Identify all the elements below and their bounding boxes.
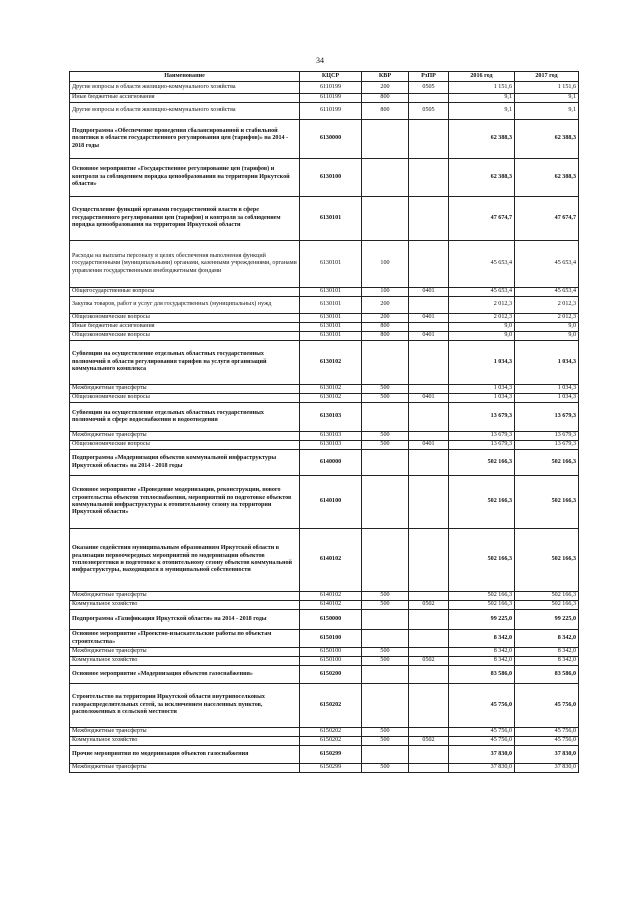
row-kcsr: 6150100 (300, 648, 362, 657)
row-name: Общеэкономические вопросы (70, 332, 300, 341)
row-kcsr: 6150202 (300, 737, 362, 746)
row-amount-2017: 13 679,3 (515, 441, 579, 450)
row-kcsr: 6130103 (300, 403, 362, 432)
row-kvr (362, 684, 409, 728)
row-kcsr: 6130101 (300, 197, 362, 241)
row-kvr (362, 666, 409, 684)
row-rzpr (409, 450, 449, 476)
row-amount-2016: 47 674,7 (449, 197, 515, 241)
row-kvr: 800 (362, 94, 409, 103)
row-amount-2017: 502 166,3 (515, 592, 579, 601)
row-amount-2016: 502 166,3 (449, 476, 515, 529)
row-name: Иные бюджетные ассигнования (70, 323, 300, 332)
row-name: Общеэкономические вопросы (70, 394, 300, 403)
row-amount-2017: 9,1 (515, 94, 579, 103)
row-amount-2016: 37 830,0 (449, 746, 515, 764)
row-rzpr (409, 764, 449, 773)
row-kvr: 200 (362, 82, 409, 94)
row-kvr: 500 (362, 764, 409, 773)
row-rzpr (409, 297, 449, 314)
row-amount-2016: 9,1 (449, 94, 515, 103)
row-amount-2016: 13 679,3 (449, 432, 515, 441)
row-kvr (362, 120, 409, 159)
row-rzpr (409, 197, 449, 241)
row-amount-2017: 2 012,3 (515, 314, 579, 323)
row-amount-2016: 45 756,0 (449, 728, 515, 737)
row-kcsr: 6140000 (300, 450, 362, 476)
table-row (70, 592, 579, 601)
row-amount-2017: 13 679,3 (515, 432, 579, 441)
row-kvr (362, 476, 409, 529)
row-amount-2017: 47 674,7 (515, 197, 579, 241)
table-row (70, 94, 579, 103)
row-rzpr (409, 94, 449, 103)
row-amount-2016: 8 342,0 (449, 657, 515, 666)
table-row (70, 450, 579, 476)
header-2017: 2017 год (515, 72, 579, 82)
row-rzpr (409, 341, 449, 385)
table-row (70, 728, 579, 737)
row-name: Закупка товаров, работ и услуг для государственных (муниципальных) нужд (70, 297, 300, 314)
row-amount-2016: 83 586,0 (449, 666, 515, 684)
row-name: Общегосударственные вопросы (70, 288, 300, 297)
row-kvr: 200 (362, 314, 409, 323)
row-amount-2017: 13 679,3 (515, 403, 579, 432)
row-amount-2017: 9,0 (515, 332, 579, 341)
row-amount-2017: 502 166,3 (515, 476, 579, 529)
row-name: Строительство на территории Иркутской области внутрипоселковых газораспределительных сетей, за исключением населенных пунктов, расположенных в сельской местности (70, 684, 300, 728)
row-kcsr: 6140100 (300, 476, 362, 529)
row-kcsr: 6140102 (300, 592, 362, 601)
row-rzpr: 0505 (409, 82, 449, 94)
row-name: Коммунальное хозяйство (70, 601, 300, 610)
row-rzpr (409, 241, 449, 288)
row-rzpr: 0505 (409, 103, 449, 120)
row-amount-2016: 9,0 (449, 323, 515, 332)
row-rzpr: 0401 (409, 314, 449, 323)
table-row (70, 648, 579, 657)
table-row (70, 529, 579, 592)
row-amount-2017: 83 586,0 (515, 666, 579, 684)
row-amount-2016: 502 166,3 (449, 529, 515, 592)
row-amount-2016: 45 756,0 (449, 737, 515, 746)
row-rzpr (409, 746, 449, 764)
row-amount-2017: 62 388,3 (515, 159, 579, 197)
table-row (70, 684, 579, 728)
header-kcsr: КЦСР (300, 72, 362, 82)
row-amount-2016: 2 012,3 (449, 314, 515, 323)
row-amount-2016: 502 166,3 (449, 450, 515, 476)
row-rzpr (409, 648, 449, 657)
row-amount-2017: 1 034,3 (515, 394, 579, 403)
row-kcsr: 6130101 (300, 288, 362, 297)
row-name: Межбюджетные трансферты (70, 592, 300, 601)
row-kvr: 500 (362, 432, 409, 441)
row-amount-2017: 45 756,0 (515, 737, 579, 746)
table-row (70, 394, 579, 403)
row-name: Межбюджетные трансферты (70, 764, 300, 773)
row-name: Общеэкономические вопросы (70, 441, 300, 450)
row-rzpr (409, 120, 449, 159)
row-kvr (362, 403, 409, 432)
row-amount-2017: 502 166,3 (515, 450, 579, 476)
row-amount-2017: 2 012,3 (515, 297, 579, 314)
row-rzpr (409, 592, 449, 601)
row-kcsr: 6150000 (300, 610, 362, 630)
row-name: Межбюджетные трансферты (70, 385, 300, 394)
header-name: Наименование (70, 72, 300, 82)
row-name: Расходы на выплаты персоналу в целях обеспечения выполнения функций государственными (муниципальными) органами, казенными учреждениями, органами управления государственными внебюджетными фондами (70, 241, 300, 288)
header-2016: 2016 год (449, 72, 515, 82)
row-kcsr: 6140102 (300, 601, 362, 610)
row-amount-2016: 8 342,0 (449, 630, 515, 648)
row-kcsr: 6110199 (300, 94, 362, 103)
row-name: Субвенции на осуществление отдельных областных государственных полномочий в сфере водоснабжения и водоотведения (70, 403, 300, 432)
row-name: Иные бюджетные ассигнования (70, 94, 300, 103)
row-kvr: 500 (362, 648, 409, 657)
row-kcsr: 6110199 (300, 103, 362, 120)
row-name: Общеэкономические вопросы (70, 314, 300, 323)
table-row (70, 197, 579, 241)
table-row (70, 314, 579, 323)
table-row (70, 159, 579, 197)
row-kcsr: 6150100 (300, 630, 362, 648)
table-row (70, 288, 579, 297)
row-name: Подпрограмма «Обеспечение проведения сбалансированной и стабильной политики в области государственного регулирования цен (тарифов)» на 2014 - 2018 годы (70, 120, 300, 159)
row-name: Межбюджетные трансферты (70, 728, 300, 737)
row-kvr: 800 (362, 103, 409, 120)
header-rzpr: РзПР (409, 72, 449, 82)
row-amount-2017: 9,1 (515, 103, 579, 120)
row-amount-2017: 45 653,4 (515, 288, 579, 297)
row-kcsr: 6140102 (300, 529, 362, 592)
row-kcsr: 6150299 (300, 746, 362, 764)
row-name: Оказание содействия муниципальным образованиям Иркутской области в реализации первоочередных мероприятий по модернизации объектов теплоэнергетики и подготовке к отопительному сезону объектов коммунальной инфраструктуры, находящихся в муниципальной собственности (70, 529, 300, 592)
row-rzpr: 0401 (409, 394, 449, 403)
row-kvr: 500 (362, 601, 409, 610)
row-amount-2016: 62 388,3 (449, 159, 515, 197)
table-row (70, 120, 579, 159)
row-kcsr: 6130102 (300, 385, 362, 394)
row-name: Основное мероприятие «Проектно-изыскательские работы по объектам строительства» (70, 630, 300, 648)
row-kcsr: 6130103 (300, 441, 362, 450)
row-name: Подпрограмма «Газификация Иркутской области» на 2014 - 2018 годы (70, 610, 300, 630)
row-name: Коммунальное хозяйство (70, 737, 300, 746)
row-amount-2017: 502 166,3 (515, 529, 579, 592)
row-name: Основное мероприятие «Проведение модернизации, реконструкции, нового строительства объектов теплоснабжения, мероприятий по подготовке объектов коммунальной инфраструктуры к отопительному сезону на территории Иркутской области» (70, 476, 300, 529)
row-kvr: 500 (362, 441, 409, 450)
row-kcsr: 6130102 (300, 341, 362, 385)
row-kcsr: 6150200 (300, 666, 362, 684)
row-kvr (362, 341, 409, 385)
row-kcsr: 6130102 (300, 394, 362, 403)
row-amount-2017: 9,0 (515, 323, 579, 332)
table-row (70, 657, 579, 666)
table-header (70, 72, 579, 82)
row-amount-2017: 1 034,3 (515, 341, 579, 385)
row-rzpr: 0401 (409, 441, 449, 450)
row-name: Осуществление функций органами государственной власти в сфере государственного регулирования цен (тарифов) и контроля за соблюдением порядка ценообразования на территории Иркутской области (70, 197, 300, 241)
row-amount-2017: 502 166,3 (515, 601, 579, 610)
row-rzpr: 0401 (409, 332, 449, 341)
row-amount-2017: 45 756,0 (515, 684, 579, 728)
row-rzpr (409, 630, 449, 648)
table-row (70, 332, 579, 341)
row-kcsr: 6130101 (300, 241, 362, 288)
row-amount-2017: 37 830,0 (515, 746, 579, 764)
row-rzpr (409, 432, 449, 441)
table-row (70, 666, 579, 684)
row-rzpr (409, 323, 449, 332)
row-name: Субвенции на осуществление отдельных областных государственных полномочий в области регулирования тарифов на услуги организаций коммунального комплекса (70, 341, 300, 385)
row-kvr (362, 630, 409, 648)
row-rzpr (409, 529, 449, 592)
row-name: Подпрограмма «Модернизация объектов коммунальной инфраструктуры Иркутской области» на 2014 - 2018 годы (70, 450, 300, 476)
row-amount-2017: 45 653,4 (515, 241, 579, 288)
row-rzpr (409, 476, 449, 529)
row-rzpr (409, 403, 449, 432)
row-kcsr: 6130101 (300, 332, 362, 341)
row-rzpr: 0401 (409, 288, 449, 297)
row-rzpr (409, 159, 449, 197)
row-amount-2016: 45 653,4 (449, 288, 515, 297)
row-rzpr (409, 385, 449, 394)
table-row (70, 385, 579, 394)
row-amount-2017: 37 830,0 (515, 764, 579, 773)
row-amount-2017: 8 342,0 (515, 648, 579, 657)
table-row (70, 341, 579, 385)
row-amount-2016: 37 830,0 (449, 764, 515, 773)
row-kvr (362, 746, 409, 764)
table-row (70, 432, 579, 441)
row-kvr: 500 (362, 394, 409, 403)
row-name: Прочие мероприятия по модернизации объектов газоснабжения (70, 746, 300, 764)
row-amount-2016: 502 166,3 (449, 592, 515, 601)
row-amount-2016: 2 012,3 (449, 297, 515, 314)
row-amount-2017: 1 151,6 (515, 82, 579, 94)
row-amount-2017: 99 225,0 (515, 610, 579, 630)
row-name: Межбюджетные трансферты (70, 432, 300, 441)
row-rzpr: 0502 (409, 601, 449, 610)
row-amount-2016: 45 756,0 (449, 684, 515, 728)
row-amount-2016: 13 679,3 (449, 403, 515, 432)
row-name: Межбюджетные трансферты (70, 648, 300, 657)
row-kvr (362, 610, 409, 630)
table-body (70, 82, 579, 773)
row-name: Коммунальное хозяйство (70, 657, 300, 666)
row-amount-2016: 99 225,0 (449, 610, 515, 630)
row-amount-2017: 8 342,0 (515, 657, 579, 666)
table-row (70, 764, 579, 773)
row-kvr: 100 (362, 241, 409, 288)
table-row (70, 441, 579, 450)
table-row (70, 630, 579, 648)
page-number: 34 (316, 56, 324, 65)
row-kvr (362, 159, 409, 197)
row-kvr (362, 197, 409, 241)
budget-table (69, 71, 579, 773)
row-amount-2016: 45 653,4 (449, 241, 515, 288)
table-row (70, 297, 579, 314)
row-amount-2017: 62 388,3 (515, 120, 579, 159)
row-rzpr: 0502 (409, 657, 449, 666)
row-name: Основное мероприятие «Модернизация объектов газоснабжения» (70, 666, 300, 684)
row-amount-2016: 9,0 (449, 332, 515, 341)
table-row (70, 323, 579, 332)
row-kcsr: 6130100 (300, 159, 362, 197)
table-row (70, 746, 579, 764)
row-name: Основное мероприятие «Государственное регулирование цен (тарифов) и контроля за соблюдением порядка ценообразования на территории Иркутской области» (70, 159, 300, 197)
row-amount-2016: 13 679,3 (449, 441, 515, 450)
row-kvr: 500 (362, 737, 409, 746)
row-rzpr (409, 610, 449, 630)
row-kcsr: 6150100 (300, 657, 362, 666)
row-amount-2016: 9,1 (449, 103, 515, 120)
row-amount-2016: 1 151,6 (449, 82, 515, 94)
header-kvr: КВР (362, 72, 409, 82)
row-kvr: 200 (362, 297, 409, 314)
row-amount-2016: 8 342,0 (449, 648, 515, 657)
row-kvr: 800 (362, 332, 409, 341)
table-row (70, 403, 579, 432)
row-kcsr: 6130101 (300, 314, 362, 323)
row-amount-2017: 1 034,3 (515, 385, 579, 394)
row-kcsr: 6130103 (300, 432, 362, 441)
row-kcsr: 6130101 (300, 297, 362, 314)
row-kvr: 800 (362, 323, 409, 332)
row-kvr: 500 (362, 657, 409, 666)
row-amount-2016: 1 034,3 (449, 385, 515, 394)
row-rzpr: 0502 (409, 737, 449, 746)
row-amount-2017: 8 342,0 (515, 630, 579, 648)
row-kcsr: 6150202 (300, 684, 362, 728)
row-amount-2016: 1 034,3 (449, 394, 515, 403)
row-rzpr (409, 728, 449, 737)
table-row (70, 610, 579, 630)
row-amount-2016: 1 034,3 (449, 341, 515, 385)
table-row (70, 737, 579, 746)
row-amount-2016: 62 388,3 (449, 120, 515, 159)
row-amount-2017: 45 756,0 (515, 728, 579, 737)
row-kcsr: 6130000 (300, 120, 362, 159)
row-kvr: 500 (362, 728, 409, 737)
table-row (70, 241, 579, 288)
row-kcsr: 6110199 (300, 82, 362, 94)
row-kcsr: 6130101 (300, 323, 362, 332)
row-amount-2016: 502 166,3 (449, 601, 515, 610)
table-row (70, 476, 579, 529)
row-rzpr (409, 684, 449, 728)
row-kvr (362, 450, 409, 476)
row-kcsr: 6150202 (300, 728, 362, 737)
row-kvr: 500 (362, 385, 409, 394)
row-kvr: 100 (362, 288, 409, 297)
row-kcsr: 6150299 (300, 764, 362, 773)
table-row (70, 103, 579, 120)
row-kvr (362, 529, 409, 592)
row-rzpr (409, 666, 449, 684)
table-row (70, 601, 579, 610)
row-name: Другие вопросы в области жилищно-коммунального хозяйства (70, 103, 300, 120)
row-name: Другие вопросы в области жилищно-коммунального хозяйства (70, 82, 300, 94)
table-row (70, 82, 579, 94)
row-kvr: 500 (362, 592, 409, 601)
